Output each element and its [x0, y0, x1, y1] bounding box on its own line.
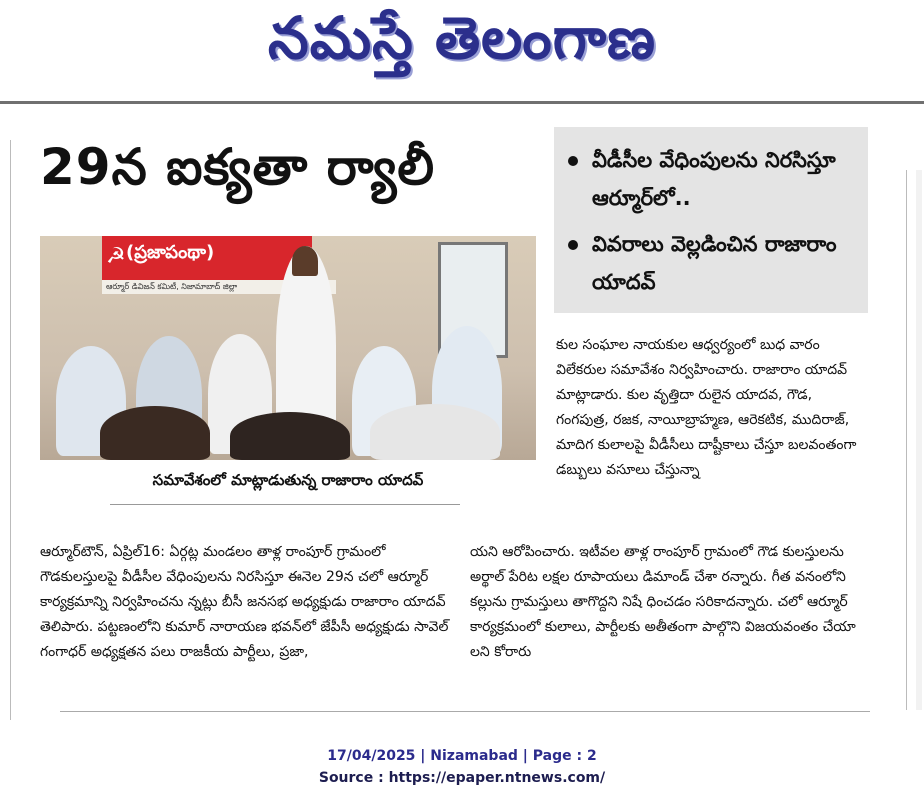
column-rule-left: [10, 140, 11, 720]
column-rule-right: [906, 170, 907, 710]
bullet-icon: [568, 156, 578, 166]
article-column-2: [556, 333, 868, 483]
newspaper-logo: నమస్తే తెలంగాణ: [268, 4, 656, 72]
column-3-text: యని ఆరోపించారు. ఇటీవల తాళ్ల రాంపూర్ గ్రామంలో గౌడ కులస్తులను అర్థాల్ పేరిట లక్షల రూపాయలు డిమాండ్ చేశా రన్నారు. గీత వనంలోని కల్లును గ్రామస్తులు తాగొద్దని నిషే ధించడం సరికాదన్నారు. చలో ఆర్మూర్ కార్యక్రమంలో కులాలు, పార్టీలకు అతీతంగా పాల్గొని విజయవంతం చేయా లని కోరారు: [470, 544, 856, 660]
masthead-divider: [0, 101, 924, 104]
footer-divider: [60, 711, 870, 712]
speaker-head: [292, 246, 318, 276]
bullet-icon: [568, 240, 578, 250]
edition-info: 17/04/2025 | Nizamabad | Page : 2: [327, 748, 597, 764]
article-headline: 29న ఐక్యతా ర్యాలీ: [40, 138, 436, 196]
column-2-text: కుల సంఘాల నాయకుల ఆధ్వర్యంలో బుధ వారం విలేకరుల సమావేశం నిర్వహించారు. రాజారాం యాదవ్ మాట్లాడారు. కుల వృత్తిదా రులైన యాదవ, గౌడ, గంగపుత్ర, రజక, నాయీబ్రాహ్మణ, ఆరెకటిక, ముదిరాజ్, మాదిగ కులాలపై వీడీసీలు దాష్టీకాలు చేస్తూ బలవంతంగా డబ్బులు వసూలు చేస్తున్నా: [556, 337, 857, 478]
highlight-text: వివరాలు వెల్లడించిన రాజారాం యాదవ్: [592, 232, 837, 294]
party-banner: [102, 236, 312, 280]
masthead: [0, 0, 924, 100]
highlight-item: [568, 225, 852, 301]
caption-divider: [110, 504, 460, 505]
article-column-3: [470, 540, 868, 665]
photo-caption: సమావేశంలో మాట్లాడుతున్న రాజారాం యాదవ్: [152, 471, 424, 489]
highlights-box: [554, 127, 868, 313]
banner-text: (ప్రజాపంథా): [126, 242, 215, 263]
hammer-sickle-icon: ☭: [106, 244, 126, 269]
audience-head: [230, 412, 350, 460]
column-1-text: ఆర్మూర్‌టౌన్, ఏప్రిల్16: ఏర్గట్ల మండలం తాళ్ల రాంపూర్ గ్రామంలో గౌడకులస్తులపై వీడీసీల వేధింపులను నిరసిస్తూ ఈనెల 29న చలో ఆర్మూర్ కార్యక్రమాన్ని నిర్వహించను న్నట్లు బీసీ జనసభ అధ్యక్షుడు రాజారాం యాదవ్ తెలిపారు. పట్టణంలోని కుమార్ నారాయణ భవన్‌లో జేపీసీ అధ్యక్షుడు సావెల్ గంగాధర్ అధ్యక్షతన పలు రాజకీయ పార్టీలు, ప్రజా,: [40, 544, 449, 660]
banner-subtext: ఆర్మూర్ డివిజన్ కమిటీ, నిజామాబాద్ జిల్లా: [102, 280, 336, 294]
article-photo: [40, 236, 536, 460]
highlight-item: [568, 141, 852, 217]
highlight-text: వీడీసీల వేధింపులను నిరసిస్తూ ఆర్మూర్‌లో..: [592, 148, 836, 210]
adjacent-article-edge: [916, 170, 922, 710]
source-link[interactable]: Source : https://epaper.ntnews.com/: [318, 770, 606, 786]
audience-head: [370, 404, 500, 460]
article-column-1: [40, 540, 466, 665]
audience-head: [100, 406, 210, 460]
